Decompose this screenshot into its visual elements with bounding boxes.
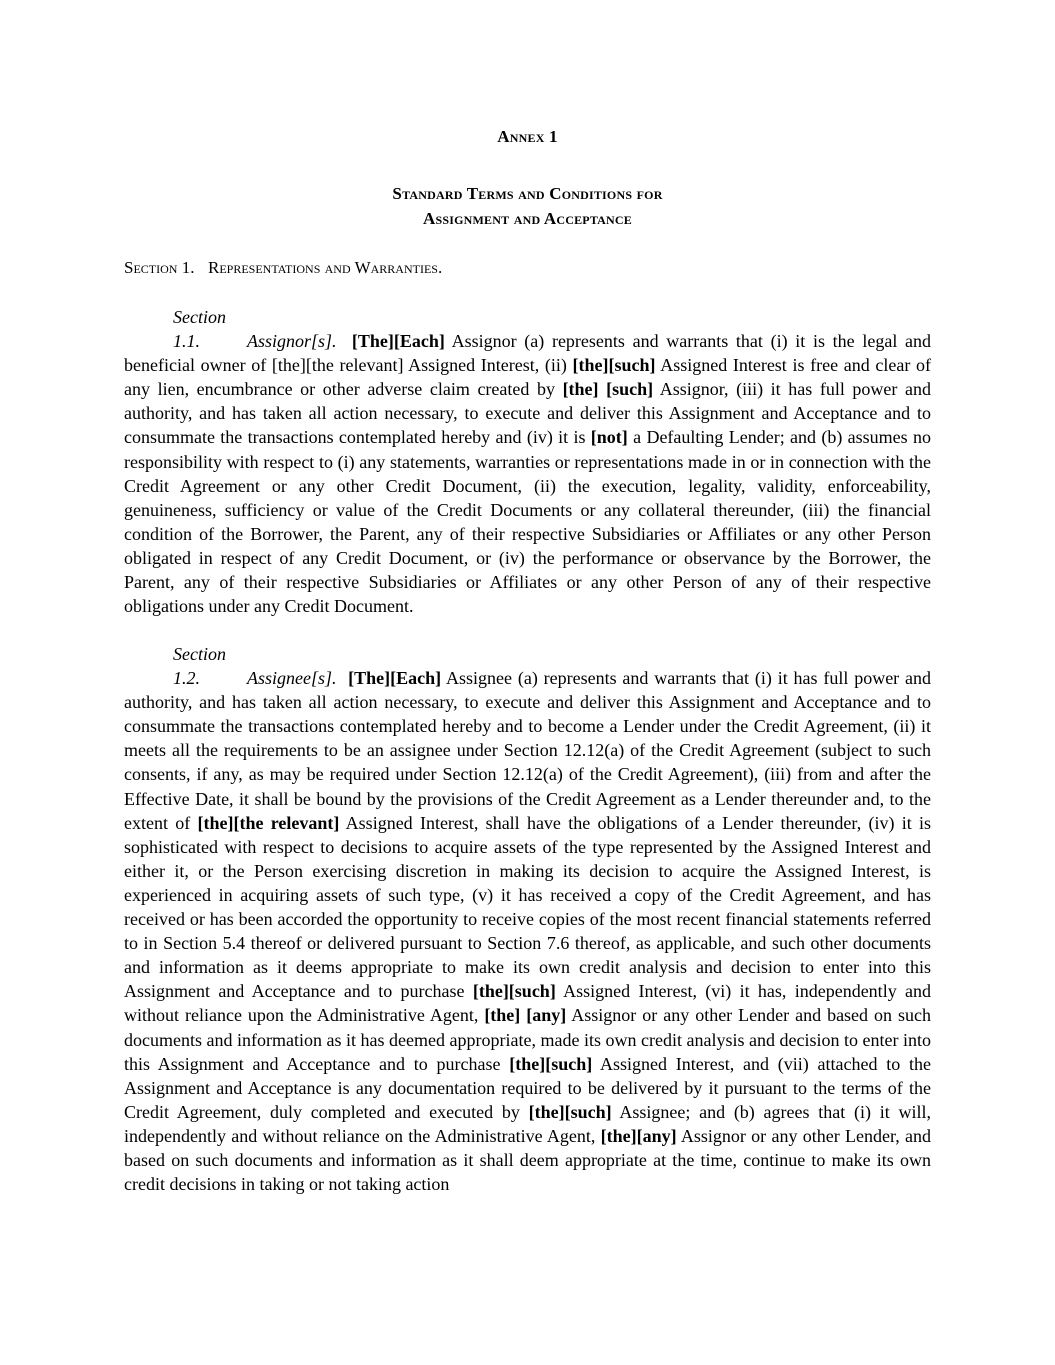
section-1-2-title: Assignee[s]. (247, 668, 337, 689)
body-text: Assigned Interest, shall have the obligations of a Lender thereunder, (iv) it is sophisticated with respect to decisions to acquire assets of the type represented by the Assigned Interest and either it, or the Person exercising discretion in making its decision to acquire the Assigned Interest, is experienced in acquiring assets of such type, (v) it has received a copy of the Credit Agreement, and has received or has been accorded the opportunity to receive copies of the most recent financial statements referred to in Section 5.4 thereof or delivered pursuant to Section 7.6 thereof, as applicable, and such other documents and information as it deems appropriate to make its own credit analysis and decision to enter into this Assignment and Acceptance and to purchase (124, 812, 931, 1002)
bracket-text: [The][Each] (348, 668, 442, 689)
body-text: Assigned Interest, and (vii) attached to the Assignment and Acceptance is any documentation required to be delivered by it pursuant to the terms of the Credit Agreement, duly completed and executed by (124, 1053, 931, 1122)
document-title (124, 181, 931, 231)
bracket-text: [the][the relevant] (197, 812, 340, 833)
section-1-1-title: Assignor[s]. (247, 331, 337, 352)
document-title-line-2: Assignment and Acceptance (423, 209, 632, 228)
section-1-heading (124, 258, 931, 278)
body-text: Assignor (a) represents and warrants that (i) it is the legal and beneficial owner of [the][the relevant] Assigned Interest, (ii) (124, 331, 931, 376)
body-text: Assigned Interest, (vi) it has, independently and without reliance upon the Administrative Agent, (124, 981, 931, 1026)
bracket-text: [not] (590, 427, 628, 448)
bracket-text: [The][Each] (351, 331, 445, 352)
bracket-text: [the][such] (472, 981, 556, 1002)
bracket-text: [the] [any] (484, 1005, 567, 1026)
body-text: Assignee (a) represents and warrants that (i) it has full power and authority, and has taken all action necessary, to execute and deliver this Assignment and Acceptance and to consummate the transactions contemplated hereby and to become a Lender under the Credit Agreement, (ii) it meets all the requirements to be an assignee under Section 12.12(a) of the Credit Agreement (subject to such consents, if any, as may be required under Section 12.12(a) of the Credit Agreement), (iii) from and after the Effective Date, it shall be bound by the provisions of the Credit Agreement as a Lender thereunder and, to the extent of (124, 668, 931, 833)
section-1-number: Section 1. (124, 258, 195, 277)
body-text: a Defaulting Lender; and (b) assumes no responsibility with respect to (i) any statements, warranties or representations made in or in connection with the Credit Agreement or any other Credit Document, (ii) the execution, legality, validity, enforceability, genuineness, sufficiency or value of the Credit Documents or any collateral thereunder, (iii) the financial condition of the Borrower, the Parent, any of their respective Subsidiaries or Affiliates or any other Person obligated in respect of any Credit Document, or (iv) the performance or observance by the Borrower, the Parent, any of their respective Subsidiaries or Affiliates or any other Person of any of their respective obligations under any Credit Document. (124, 427, 931, 617)
section-1-2-number: Section 1.2. (173, 644, 226, 689)
bracket-text: [the][such] (528, 1101, 612, 1122)
document-title-line-1: Standard Terms and Conditions for (392, 184, 663, 203)
section-1-2-paragraph (124, 642, 931, 1196)
section-1-1-number: Section 1.1. (173, 307, 226, 352)
body-text: Assignor or any other Lender, and based on such documents and information as it shall deem appropriate at the time, continue to make its own credit decisions in taking or not taking action (124, 1125, 931, 1195)
body-text: Assignor or any other Lender and based on such documents and information as it has deemed appropriate, made its own credit analysis and decision to enter into this Assignment and Acceptance and to purchase (124, 1005, 932, 1074)
body-text: Assigned Interest is free and clear of any lien, encumbrance or other adverse claim created by (124, 355, 931, 400)
bracket-text: [the][such] (572, 355, 656, 376)
section-1-title: Representations and Warranties. (208, 258, 443, 277)
bracket-text: [the][such] (509, 1053, 593, 1074)
section-1-1-paragraph (124, 305, 931, 618)
bracket-text: [the] [such] (562, 379, 654, 400)
bracket-text: [the][any] (600, 1125, 677, 1146)
body-text: Assignee; and (b) agrees that (i) it will, independently and without reliance on the Administrative Agent, (124, 1101, 931, 1146)
annex-title: Annex 1 (497, 127, 558, 146)
body-text: Assignor, (iii) it has full power and authority, and has taken all action necessary, to execute and deliver this Assignment and Acceptance and to consummate the transactions contemplated hereby and (iv) it is (124, 379, 931, 448)
